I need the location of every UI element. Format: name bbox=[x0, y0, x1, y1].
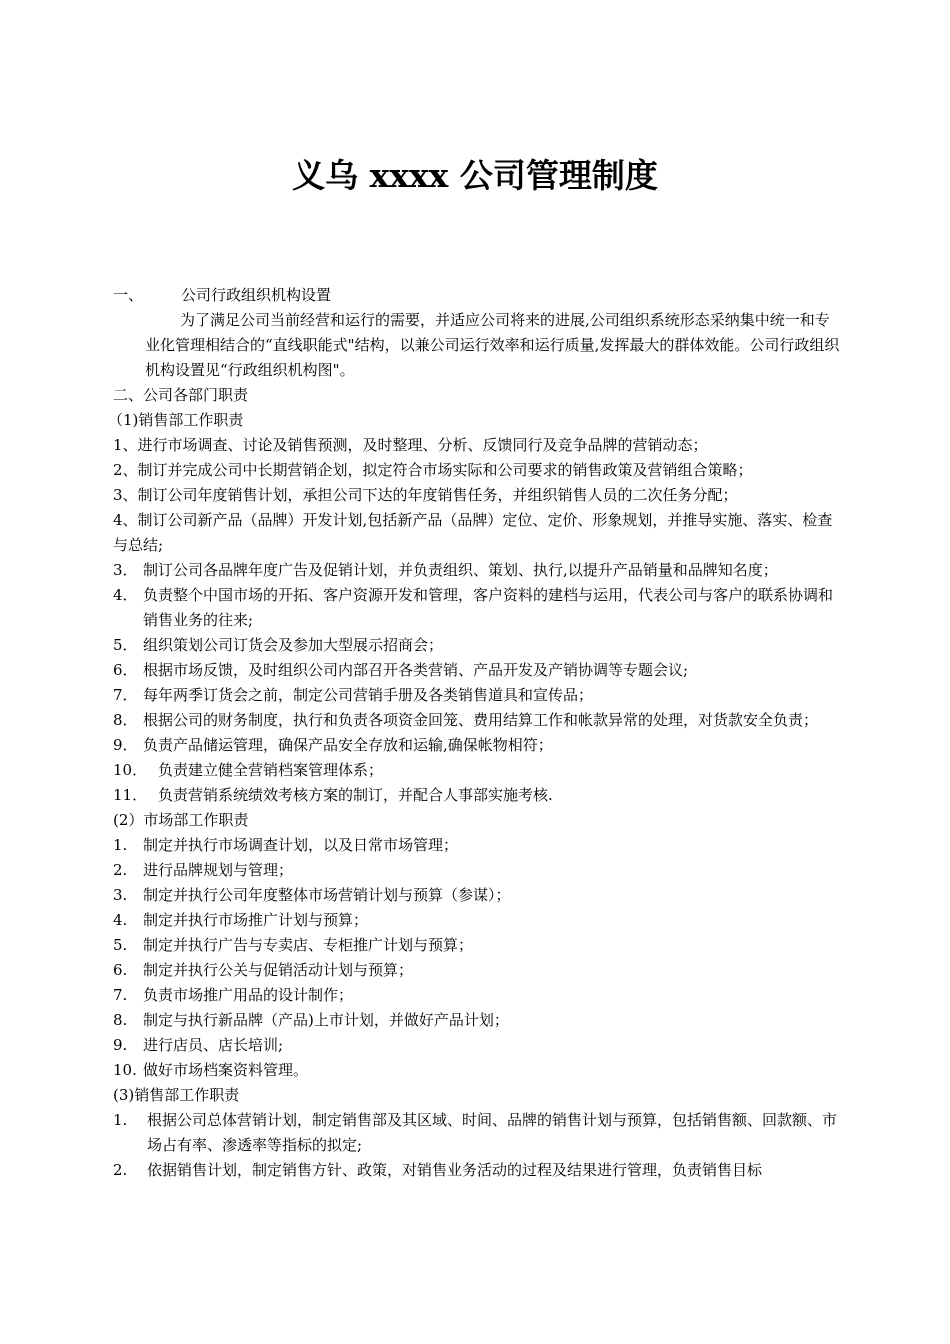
dept-3-heading: (3)销售部工作职责 bbox=[113, 1086, 240, 1104]
list-item bbox=[113, 758, 843, 783]
section-1-heading bbox=[113, 283, 843, 308]
list-item-number: 10． bbox=[113, 761, 148, 779]
list-item-number: 6. bbox=[113, 961, 128, 979]
list-item-number: 5． bbox=[113, 636, 138, 654]
document-body bbox=[108, 283, 843, 1183]
list-item bbox=[113, 983, 843, 1008]
list-item-number: 1. bbox=[113, 836, 128, 854]
list-item-number: 2. bbox=[113, 1161, 128, 1179]
list-item-text: 每年两季订货会之前，制定公司营销手册及各类销售道具和宣传品； bbox=[143, 686, 594, 704]
list-item-text: 制定并执行市场调查计划，以及日常市场管理； bbox=[143, 836, 459, 854]
list-item-text: 制定与执行新品牌（产品)上市计划，并做好产品计划； bbox=[143, 1011, 509, 1029]
list-item bbox=[113, 1108, 843, 1158]
list-item bbox=[113, 933, 843, 958]
list-item-number: 1. bbox=[113, 1111, 128, 1129]
list-item-text: 做好市场档案资料管理。 bbox=[143, 1061, 309, 1079]
list-item-text: 制订公司年度销售计划，承担公司下达的年度销售任务，并组织销售人员的二次任务分配； bbox=[137, 486, 738, 504]
list-item-text: 进行店员、店长培训; bbox=[143, 1036, 284, 1054]
list-item bbox=[113, 458, 843, 483]
list-item bbox=[113, 1033, 843, 1058]
list-item bbox=[113, 683, 843, 708]
list-item-text: 根据公司的财务制度，执行和负责各项资金回笼、费用结算工作和帐款异常的处理，对货款安全负责； bbox=[143, 711, 819, 729]
list-item-text: 制定并执行市场推广计划与预算； bbox=[143, 911, 369, 929]
list-item bbox=[113, 833, 843, 858]
list-item bbox=[113, 708, 843, 733]
list-item bbox=[113, 908, 843, 933]
list-item-number: 10. bbox=[113, 1061, 137, 1079]
list-item-number: 1、 bbox=[113, 436, 138, 454]
section-1-number: 一、 bbox=[113, 286, 144, 304]
list-item-text: 制定并执行广告与专卖店、专柜推广计划与预算； bbox=[143, 936, 474, 954]
list-item-text: 制订公司各品牌年度广告及促销计划，并负责组织、策划、执行,以提升产品销量和品牌知名度； bbox=[143, 561, 778, 579]
list-item bbox=[113, 733, 843, 758]
list-item bbox=[113, 858, 843, 883]
dept-2-list bbox=[113, 833, 843, 1083]
list-item-number: 3． bbox=[113, 561, 138, 579]
list-item-number: 4． bbox=[113, 586, 138, 604]
list-item-number: 2、 bbox=[113, 461, 138, 479]
list-item-number: 4. bbox=[113, 911, 128, 929]
list-item-number: 3、 bbox=[113, 486, 138, 504]
list-item-number: 4、 bbox=[113, 511, 138, 529]
list-item bbox=[113, 883, 843, 908]
list-item-number: 8． bbox=[113, 711, 138, 729]
list-item-number: 9． bbox=[113, 736, 138, 754]
list-item-number: 2. bbox=[113, 861, 128, 879]
list-item-number: 6． bbox=[113, 661, 138, 679]
section-1-title: 公司行政组织机构设置 bbox=[181, 286, 332, 304]
list-item-number: 7. bbox=[113, 986, 128, 1004]
list-item-text: 负责产品储运管理，确保产品安全存放和运输,确保帐物相符； bbox=[143, 736, 553, 754]
list-item-text: 进行品牌规划与管理； bbox=[143, 861, 294, 879]
list-item-text: 根据市场反馈，及时组织公司内部召开各类营销、产品开发及产销协调等专题会议; bbox=[143, 661, 689, 679]
dept-1-list bbox=[113, 433, 843, 808]
section-1-paragraph: 为了满足公司当前经营和运行的需要，并适应公司将来的进展,公司组织系统形态采纳集中统一和专业化管理相结合的“直线职能式"结构，以兼公司运行效率和运行质量,发挥最大的群体效能。公司行政组织机构设置见“行政组织机构图"。 bbox=[145, 311, 840, 379]
list-item-text: 负责建立健全营销档案管理体系； bbox=[158, 761, 384, 779]
section-2-heading: 二、公司各部门职责 bbox=[113, 386, 249, 404]
list-item bbox=[113, 1058, 843, 1083]
list-item-number: 11． bbox=[113, 786, 148, 804]
list-item bbox=[113, 583, 843, 633]
list-item bbox=[113, 483, 843, 508]
list-item-text: 负责整个中国市场的开拓、客户资源开发和管理，客户资料的建档与运用，代表公司与客户的联系协调和销售业务的往来; bbox=[143, 586, 834, 629]
list-item-text: 负责市场推广用品的设计制作； bbox=[143, 986, 354, 1004]
list-item-number: 3. bbox=[113, 886, 128, 904]
dept-1-heading: （1)销售部工作职责 bbox=[108, 411, 244, 429]
list-item-text: 负责营销系统绩效考核方案的制订，并配合人事部实施考核. bbox=[158, 786, 553, 804]
list-item bbox=[113, 783, 843, 808]
list-item-number: 9. bbox=[113, 1036, 128, 1054]
list-item-number: 5. bbox=[113, 936, 128, 954]
list-item bbox=[113, 1158, 843, 1183]
list-item-number: 7． bbox=[113, 686, 138, 704]
list-item-text: 制定并执行公司年度整体市场营销计划与预算（参谋）； bbox=[143, 886, 511, 904]
list-item-number: 8. bbox=[113, 1011, 128, 1029]
list-item-text: 制订并完成公司中长期营销企划，拟定符合市场实际和公司要求的销售政策及营销组合策略； bbox=[137, 461, 753, 479]
list-item bbox=[113, 633, 843, 658]
list-item-text: 制定并执行公关与促销活动计划与预算； bbox=[143, 961, 414, 979]
list-item bbox=[113, 1008, 843, 1033]
list-item-text: 根据公司总体营销计划，制定销售部及其区域、时间、品牌的销售计划与预算，包括销售额、回款额、市场占有率、渗透率等指标的拟定; bbox=[147, 1111, 838, 1154]
list-item bbox=[113, 558, 843, 583]
dept-3-list bbox=[113, 1108, 843, 1183]
list-item bbox=[113, 658, 843, 683]
list-item-text: 组织策划公司订货会及参加大型展示招商会； bbox=[143, 636, 444, 654]
dept-2-heading: (2）市场部工作职责 bbox=[113, 811, 249, 829]
list-item bbox=[113, 958, 843, 983]
list-item-text: 制订公司新产品（品牌）开发计划,包括新产品（品牌）定位、定价、形象规划，并推导实施、落实、检查与总结; bbox=[113, 511, 833, 554]
list-item-text: 进行市场调查、讨论及销售预测，及时整理、分析、反馈同行及竞争品牌的营销动态； bbox=[137, 436, 708, 454]
list-item bbox=[113, 433, 843, 458]
document-title: 义乌 xxxx 公司管理制度 bbox=[292, 156, 658, 195]
list-item-text: 依据销售计划，制定销售方针、政策，对销售业务活动的过程及结果进行管理，负责销售目标 bbox=[147, 1161, 763, 1179]
list-item bbox=[113, 508, 843, 558]
